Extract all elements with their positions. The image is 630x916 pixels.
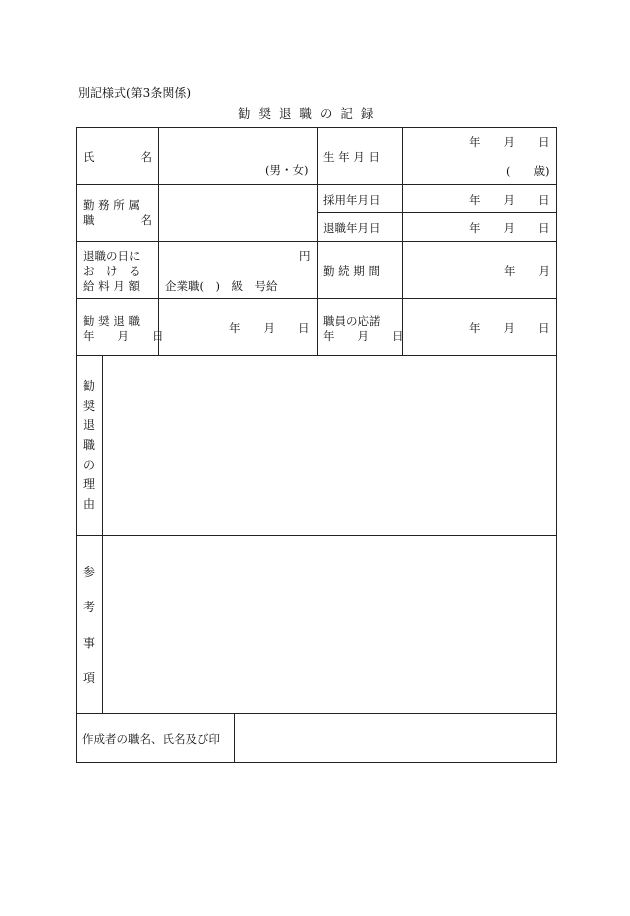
acceptance-label-line1: 職員の応諾 <box>323 314 381 328</box>
notes-label-char: 項 <box>82 670 95 685</box>
birth-date-label: 生 年 月 日 <box>323 150 380 164</box>
reason-label <box>82 380 96 510</box>
salary-label-line2: お け る <box>83 264 141 278</box>
department-position-field[interactable] <box>159 185 316 240</box>
acceptance-date-field[interactable]: 年 月 日 <box>469 321 550 335</box>
hire-date-field[interactable]: 年 月 日 <box>469 193 550 207</box>
notes-field[interactable] <box>103 536 555 712</box>
recommend-date-label-line1: 勧 奨 退 職 <box>83 314 140 328</box>
age-field[interactable]: ( 歳) <box>506 164 550 178</box>
form-reference: 別記様式(第3条関係) <box>78 86 191 100</box>
salary-yen-field[interactable]: 円 <box>299 249 311 263</box>
acceptance-label-line2: 年 月 日 <box>323 329 404 343</box>
name-label: 氏 名 <box>83 150 152 164</box>
retirement-date-field[interactable]: 年 月 日 <box>469 221 550 235</box>
notes-label-char: 参 <box>82 565 95 579</box>
reason-label-char: 奨 <box>82 398 95 413</box>
recommend-date-label-line2: 年 月 日 <box>83 329 164 343</box>
gender-field[interactable]: (男・女) <box>265 163 309 177</box>
form-title: 勧 奨 退 職 の 記 録 <box>238 106 376 121</box>
author-label: 作成者の職名、氏名及び印 <box>82 732 220 746</box>
column-border <box>317 127 318 355</box>
birth-date-field[interactable]: 年 月 日 <box>469 135 550 149</box>
row-border <box>76 762 557 763</box>
reason-label-char: の <box>82 457 95 472</box>
retirement-date-label: 退職年月日 <box>323 221 381 235</box>
department-label: 勤 務 所 属 <box>83 198 140 212</box>
row-border <box>317 212 557 213</box>
salary-label-line1: 退職の日に <box>83 249 141 263</box>
service-period-label: 勤 続 期 間 <box>323 264 380 278</box>
reason-label-char: 職 <box>82 437 95 452</box>
reason-label-char: 退 <box>82 418 95 433</box>
column-border <box>556 127 557 762</box>
position-label: 職 名 <box>83 213 152 227</box>
notes-label-char: 事 <box>82 635 95 650</box>
service-period-field[interactable]: 年 月 <box>504 264 550 278</box>
salary-label-line3: 給 料 月 額 <box>83 279 140 293</box>
notes-label <box>82 566 96 684</box>
author-field[interactable] <box>235 714 555 761</box>
reason-label-char: 理 <box>82 477 95 492</box>
reason-label-char: 勧 <box>82 379 95 393</box>
reason-field[interactable] <box>103 356 555 534</box>
recommend-date-field[interactable]: 年 月 日 <box>229 321 310 335</box>
salary-grade-field[interactable]: 企業職( ) 級 号給 <box>165 279 278 293</box>
column-border <box>402 127 403 355</box>
hire-date-label: 採用年月日 <box>323 193 381 207</box>
notes-label-char: 考 <box>82 600 95 615</box>
reason-label-char: 由 <box>82 496 95 511</box>
column-border <box>76 127 77 762</box>
